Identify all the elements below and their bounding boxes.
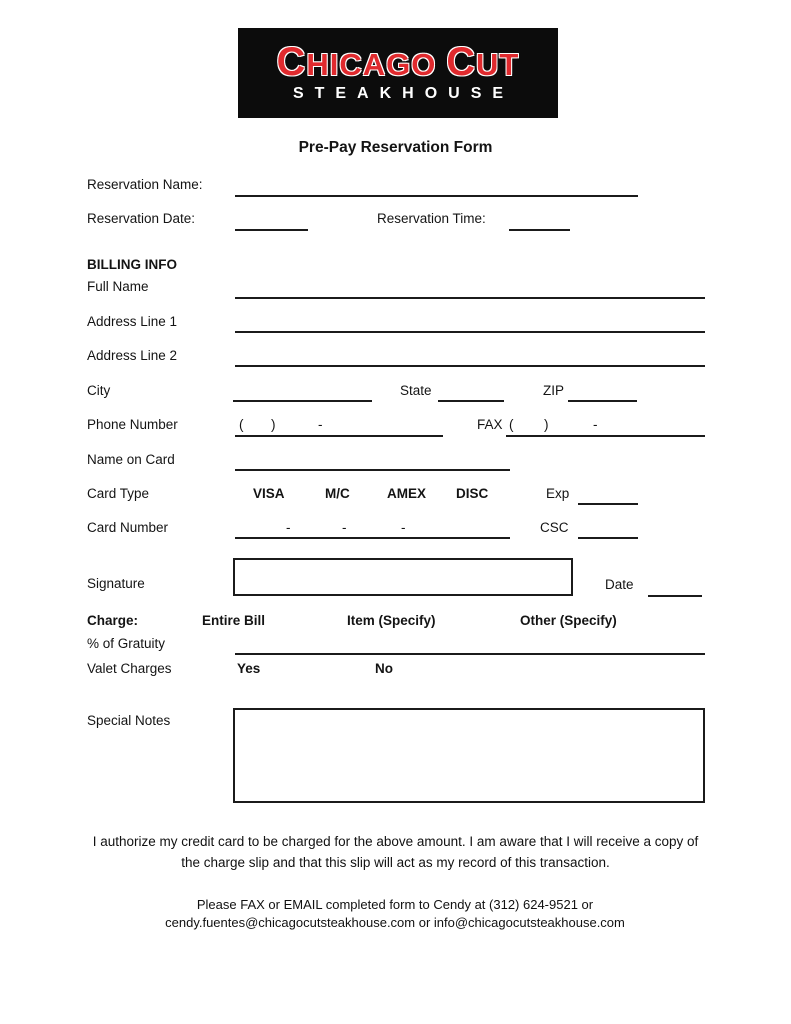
card-number-label: Card Number — [87, 520, 169, 535]
valet-option-no[interactable]: No — [375, 661, 393, 676]
card-type-option-mc[interactable]: M/C — [325, 486, 350, 501]
logo-word-cut: CUT — [446, 39, 520, 84]
reservation-name-label: Reservation Name: — [87, 177, 203, 192]
card-number-dash-3: - — [401, 520, 406, 535]
logo-word-chicago: CHICAGO — [276, 39, 437, 84]
city-label: City — [87, 383, 111, 398]
reservation-time-label: Reservation Time: — [377, 211, 486, 226]
charge-option-item-specify[interactable]: Item (Specify) — [347, 613, 436, 628]
exp-line[interactable] — [578, 503, 638, 505]
full-name-line[interactable] — [235, 297, 705, 299]
reservation-name-line[interactable] — [235, 195, 638, 197]
full-name-label: Full Name — [87, 279, 149, 294]
fax-number-line[interactable] — [506, 435, 705, 437]
card-type-option-visa[interactable]: VISA — [253, 486, 285, 501]
special-notes-label: Special Notes — [87, 713, 171, 728]
special-notes-box[interactable] — [233, 708, 705, 803]
state-label: State — [400, 383, 432, 398]
logo-restaurant-name — [276, 39, 520, 84]
gratuity-label: % of Gratuity — [87, 636, 166, 651]
card-number-line[interactable] — [235, 537, 510, 539]
address-line1-line[interactable] — [235, 331, 705, 333]
phone-dash: - — [318, 417, 323, 432]
zip-label: ZIP — [543, 383, 565, 398]
name-on-card-line[interactable] — [235, 469, 510, 471]
state-line[interactable] — [438, 400, 504, 402]
charge-label: Charge: — [87, 613, 139, 628]
reservation-time-line[interactable] — [509, 229, 570, 231]
phone-number-line[interactable] — [235, 435, 443, 437]
phone-number-label: Phone Number — [87, 417, 178, 432]
card-number-dash-2: - — [342, 520, 347, 535]
csc-line[interactable] — [578, 537, 638, 539]
card-number-dash-1: - — [286, 520, 291, 535]
authorization-text: I authorize my credit card to be charged for the above amount. I am aware that I will receive a copy of the charge slip and that this slip will act as my record of this transaction. — [92, 834, 699, 870]
date-label: Date — [605, 577, 634, 592]
date-line[interactable] — [648, 595, 702, 597]
address-line2-line[interactable] — [235, 365, 705, 367]
logo-steakhouse-text: STEAKHOUSE — [292, 85, 515, 103]
fax-paren-open: ( — [509, 417, 514, 432]
signature-label: Signature — [87, 576, 145, 591]
address-line1-label: Address Line 1 — [87, 314, 178, 329]
charge-option-other-specify[interactable]: Other (Specify) — [520, 613, 617, 628]
signature-box[interactable] — [233, 558, 573, 596]
card-type-option-amex[interactable]: AMEX — [387, 486, 427, 501]
submission-instructions-text: Please FAX or EMAIL completed form to Cendy at (312) 624-9521 or cendy.fuentes@chicagocutsteakhouse.com or info@chicagocutsteakhouse.com — [165, 897, 625, 930]
valet-charges-label: Valet Charges — [87, 661, 172, 676]
exp-label: Exp — [546, 486, 570, 501]
zip-line[interactable] — [568, 400, 637, 402]
reservation-date-label: Reservation Date: — [87, 211, 196, 226]
billing-info-heading: BILLING INFO — [87, 257, 177, 272]
reservation-date-line[interactable] — [235, 229, 308, 231]
charge-option-entire-bill[interactable]: Entire Bill — [202, 613, 266, 628]
csc-label: CSC — [540, 520, 569, 535]
restaurant-logo — [238, 28, 558, 118]
name-on-card-label: Name on Card — [87, 452, 175, 467]
phone-paren-close: ) — [271, 417, 276, 432]
address-line2-label: Address Line 2 — [87, 348, 178, 363]
gratuity-line[interactable] — [235, 653, 705, 655]
fax-label: FAX — [477, 417, 503, 432]
valet-option-yes[interactable]: Yes — [237, 661, 261, 676]
phone-paren-open: ( — [239, 417, 244, 432]
fax-paren-close: ) — [544, 417, 549, 432]
card-type-label: Card Type — [87, 486, 150, 501]
card-type-option-disc[interactable]: DISC — [456, 486, 489, 501]
city-line[interactable] — [233, 400, 372, 402]
page-title: Pre-Pay Reservation Form — [298, 139, 493, 156]
fax-dash: - — [593, 417, 598, 432]
